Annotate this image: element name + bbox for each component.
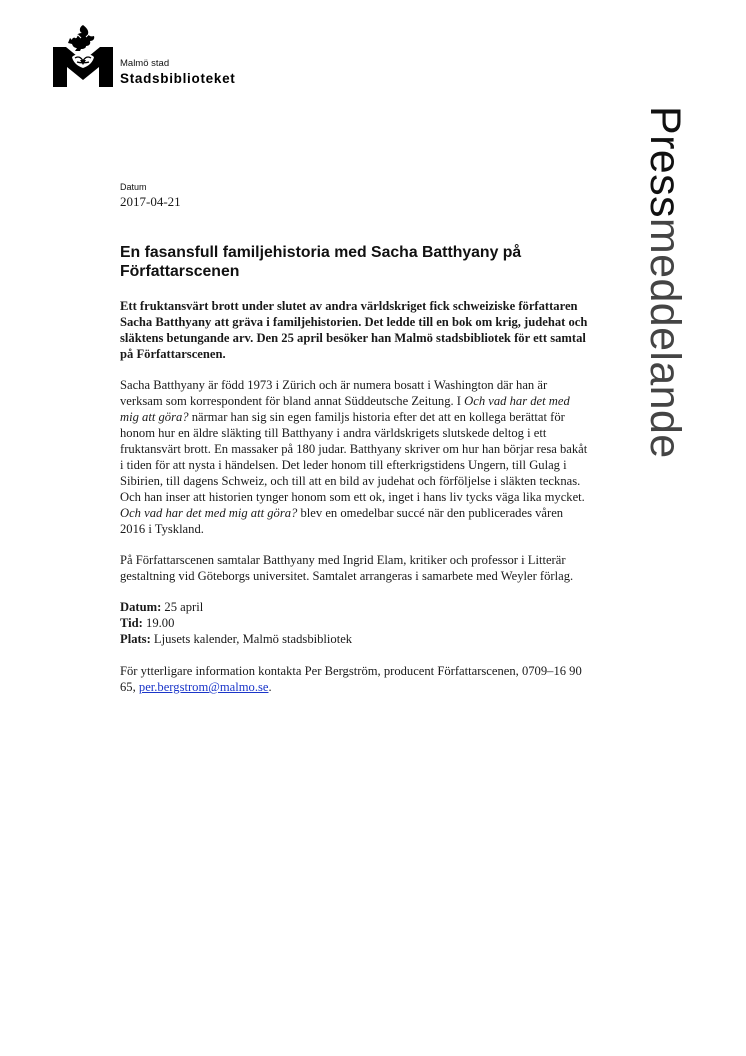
malmo-griffin-crest-icon (53, 24, 113, 88)
contact-text: För ytterligare information kontakta Per Bergström, producent Författarscenen, 0709–16 90 65, (120, 664, 582, 694)
page-title: En fasansfull familjehistoria med Sacha Batthyany på Författarscenen (120, 244, 522, 280)
lead-paragraph: Ett fruktansvärt brott under slutet av andra världskriget fick schweiziske författaren Sacha Batthyany att gräva i familjehistorien. Det ledde till en bok om krig, judehat och släktens betungande arv. Den 25 april besöker han Malmö stadsbibliotek för ett samtal på Författarscenen. (120, 299, 588, 361)
body-p1-c: blev en omedelbar succé när den publicerades våren 2016 i Tyskland. (120, 506, 564, 536)
pressmeddelande-label (635, 106, 695, 546)
detail-date (120, 599, 590, 615)
contact-paragraph (120, 663, 590, 695)
body-p1-a: Sacha Batthyany är född 1973 i Zürich och är numera bosatt i Washington där han är verksam som korrespondent för bland annat Süddeutsche Zeitung. I (120, 378, 548, 408)
book-title: Och vad har det med mig att göra? (120, 394, 570, 424)
body-paragraph-2: På Författarscenen samtalar Batthyany med Ingrid Elam, kritiker och professor i Litterär gestaltning vid Göteborgs universitet. Samtalet arrangeras i samarbete med Weyler förlag. (120, 553, 574, 583)
detail-time-label: Tid: (120, 616, 143, 630)
pressmeddelande-part2: meddelande (641, 217, 689, 459)
contact-end: . (268, 680, 272, 694)
detail-place (120, 631, 590, 647)
contact-email-link[interactable]: per.bergstrom@malmo.se (138, 680, 269, 694)
article-body (120, 298, 590, 710)
body-p1-b: närmar han sig sin egen familjs historia efter det att en kollega berättat för honom hur en äldre släkting till Batthyany i andra världskrigets slutskede deltog i ett fruktansvärt brott. En massaker på 180 judar. Batthyany skriver om hur han börjar resa bakåt i tiden för att nysta i händelsen. Det leder honom till efterkrigstidens Ungern, till Gulag i Sibirien, till dagens Schweiz, och till att en bild av judehat och förföljelse i släkten tecknas. Och han inser att historien tynger honom som ett ok, inget i hans liv tycks väga lika mycket. (120, 410, 588, 504)
org-subtitle: Malmö stad (120, 58, 170, 69)
detail-place-value: Ljusets kalender, Malmö stadsbibliotek (150, 632, 353, 646)
pressmeddelande-part1: Press (641, 106, 689, 218)
org-name: Stadsbiblioteket (120, 71, 236, 86)
book-title-2: Och vad har det med mig att göra? (120, 506, 298, 520)
body-paragraph-1 (120, 377, 590, 537)
detail-place-label: Plats: (120, 632, 151, 646)
detail-time-value: 19.00 (142, 616, 175, 630)
event-details (120, 599, 590, 647)
detail-date-value: 25 april (161, 600, 204, 614)
detail-time (120, 615, 590, 631)
date-label: Datum (120, 182, 147, 192)
date-value: 2017-04-21 (120, 194, 181, 209)
detail-date-label: Datum: (120, 600, 162, 614)
